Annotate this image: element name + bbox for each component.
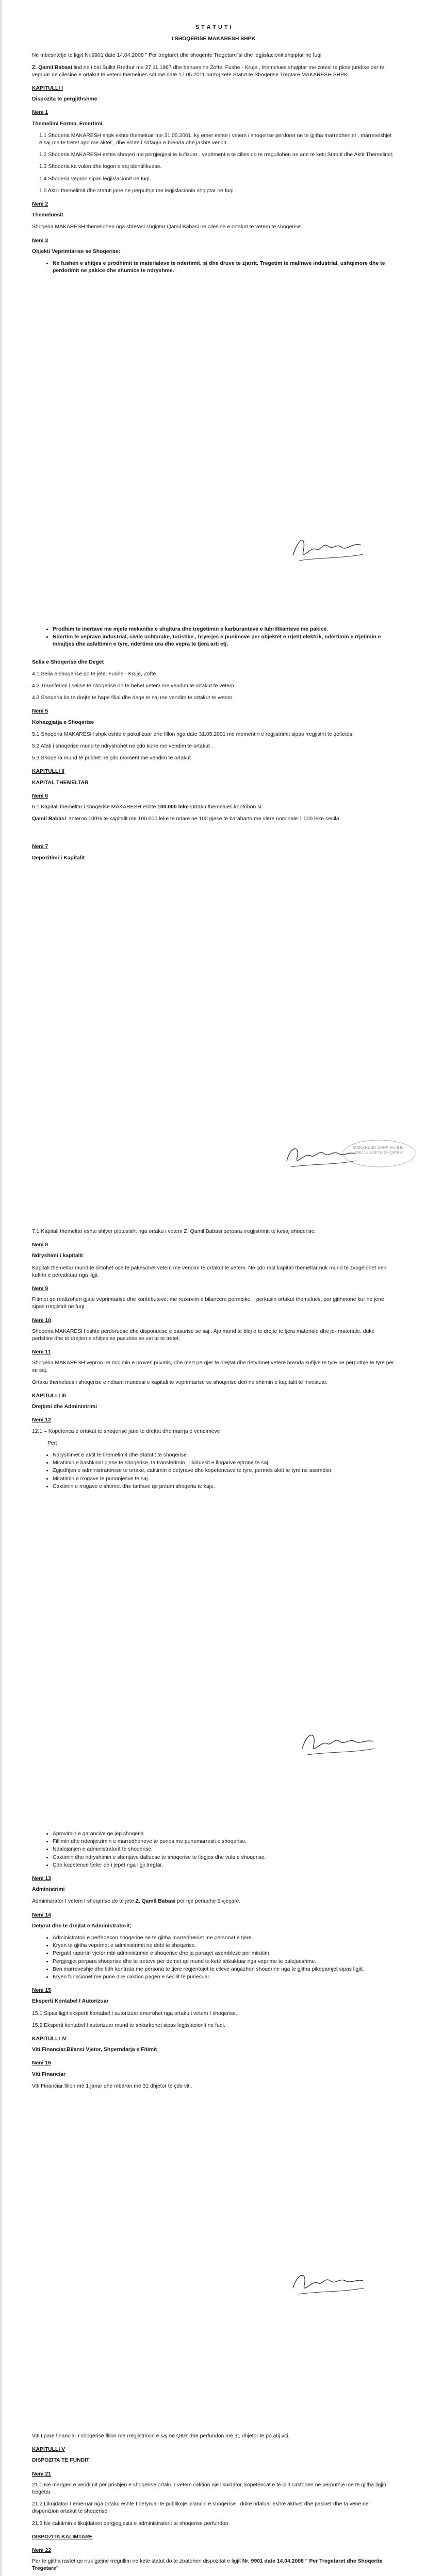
chapter-title: Viti Financiar,Bilanci Vjetor, Shperndarja e Fitimit (32, 2047, 157, 2053)
list-item: • Çdo kopetence tjeter qe i jepet nga ligji tregtar. (53, 1862, 395, 1869)
article-text: Shoqeria MAKARESH eshte perdoruese dhe disponuese e pasurise se saj . Ajo mund te blej e te drejte te tjera materiale dhe jo- materiale, duke perfshire dhe te drejten e shitjes se pasurise se vet te te tretet. (32, 1328, 375, 1342)
doc-title: S T A T U T I (195, 24, 232, 30)
clause-item: 21.3 Ne caktimin e likujdatorit pergjegjesia e administratorit te shoqerise perfundon. (32, 2520, 230, 2527)
list-item: • Ben marreveshje dhe lidh kontrata me persona te tjere regjentojet te cileve angazhon shoqerine nga te gjitha pikepamjet sipas ligjit. (53, 1966, 395, 1973)
law-text: Per te gjitha rastet qe nuk gjejne rregullim ne kete statut do te zbatohen dispozitat e ligjit (32, 2558, 242, 2565)
chapter-title: Drejtimi dhe Administrimi (32, 1404, 97, 1410)
article-heading: Neni 7 (32, 844, 48, 850)
clause-item: 5.1 Shoqeria MAKARESH shpk eshte e pakufizuar dhe fillon nga date 31.05.2001 me momentin e regjistrimit sipas rregjistrit te qeltetes. (32, 731, 354, 737)
page-2 (0, 602, 426, 1205)
article-heading: Neni 5 (32, 708, 48, 715)
article-heading: Neni 2 (32, 201, 48, 208)
article-items (32, 671, 395, 702)
clause-item: 1.1 Shoqeria MAKARESH shpk eshte themeluar me 31.05.2001, ky emer eshte i vetem i shoqerise perdoret ne te gjitha marredheniet , marreveshjet e saj me te tretet apo me aktet , dhe eshte i shfaqur e brenda dhe jashte vendit. (39, 132, 392, 146)
list-item: • Pergatit raportin vjetor mbi administrimin e shoqerise dhe ja paraqet asembleze per miratim. (53, 1950, 395, 1957)
capital-text: 6.1 Kapitali themeltar i shoqerise MAKARESH eshte (32, 804, 158, 810)
clause-item: 4.2 Transferimi i selise te shoqerise do te behet vetem me vendim te ortakut te vetem. (32, 683, 236, 689)
law-reference: Nr. 9901 date 14.04.2008 " Per Tregetaret dhe Shoqerite Tregetare" (32, 2558, 383, 2572)
chapter-heading: KAPITULLI V (32, 2447, 65, 2453)
chapter-title: KAPITAL THEMELTAR (32, 779, 89, 786)
clause-item: 15.2 Eksperti kontabel I autorizuar mund te shkarkohet sipas legjislacionit ne fuqi. (32, 2022, 225, 2028)
list-item: • Ndertim te veprave industrial, civile ushtarake, turistike , hryerjes e punimeve per objektet e rrjetit elektrik, ndertimin e rrjetimin e mbajtjes dhe asfaltimin e tyre, ndertime ura dhe vepra te tjera arti etj. (53, 634, 395, 648)
list-item: • Caktimin e rrogave e shtimet dhe tarifave qe pritum shoqeria te kaje. (53, 1483, 395, 1490)
chapter-heading: KAPITULLI IV (32, 2036, 67, 2042)
article-title: Objekti Veprimtarise se Shoqerise: (32, 248, 121, 255)
list-item: • Ndalojanjen e administratorit te shoqerise. (53, 1846, 395, 1853)
bullet-list (32, 626, 395, 649)
intro-paragraph-1: Ne mbeshtetje te ligjit Nr.9901 date 14.04.2008 " Per tregtaret dhe shoqerite Tregetare"si dhe legjislacionit shqiptar ne fuqi (32, 53, 322, 59)
article-heading: Neni 1 (32, 110, 48, 116)
article-text: Shoqeria MAKARESH themelohen nga shtetasi shqiptar Qamil Babasi ne cilesine e ortakut te vetem te shoqerise. (32, 224, 302, 230)
page-content (32, 24, 395, 279)
article-items (32, 132, 395, 195)
article-heading: Neni 10 (32, 1317, 51, 1324)
page-content (32, 1831, 395, 2095)
article-text: Ortaku themelues i shoqerise e ndiaen mundesi e kapitali te veprimtarise se shoqerise deri ne shtimin e kapitalit te investuar. (32, 1379, 327, 1385)
capital-amount: 100.000 leke (157, 804, 189, 810)
bullet-list (32, 1831, 395, 1869)
article-title: Eksperti Kontabel I Autorizuar (32, 1998, 109, 2005)
bullet-list (32, 1452, 395, 1490)
article-title: Administrimi (32, 1887, 65, 1893)
list-item: • Caktimin dhe ndryshimin e shenjave dalluese te shoqerise te llogjos dhe vula e shoqerise. (53, 1854, 395, 1861)
article-title: Themeluesit (32, 212, 63, 218)
handwritten-signature-icon (299, 1725, 376, 1761)
share-text: : zoteron 100% te kapitalit me 100.000 leke te ndare ne 100 pjese te barabarta me vlere nominale 1.000 leke secila (65, 816, 339, 822)
article-heading: Neni 12 (32, 1417, 51, 1423)
bullet-list (32, 1935, 395, 1981)
list-item: • Aprovimin e garancive qe jep shoqeria (53, 1831, 395, 1838)
list-item: • Ndryshimet e aktit te themelimit dhe Statutit te shoqerise (53, 1452, 395, 1459)
chapter-title: DISPOZITA TE FUNDIT (32, 2458, 90, 2464)
list-item: • Pergjegjet perpara shoqerise dhe te treteve per demet qe mund te keté shkaktuar nga veprime te palejueshme. (53, 1958, 395, 1965)
article-text (32, 2558, 395, 2572)
clause-item: 21.2 Likujdatori I emeruar nga ortaku eshte I detyruar te publikoje bilancin e shoqerise , duke ndaluar eshte aktivet dhe pasivet dhe ta vene ne disponizion ortakut te shoqerise. (32, 2501, 369, 2515)
article-heading: Neni 15 (32, 1988, 51, 1994)
clause-item: 5.2 Afati i shoqerise mund te ndryshohet ne çdo kohe me vendim te ortakut . (32, 743, 213, 750)
section-title: DISPOZITA KALIMTARE (32, 2534, 93, 2540)
intro-paragraph-2 (32, 64, 395, 79)
clause-item: 5.3 Shoqeria mund te prishet ne çdo moment me vendim te ortakut (32, 755, 191, 761)
article-title: Detyrat dhe te drejtat e Administratorit; (32, 1923, 132, 1929)
list-item: • Kryen te gjitha veprimet e administrimit ne dobi te shoqerise. (53, 1942, 395, 1950)
article-heading: Neni 16 (32, 2060, 51, 2066)
article-heading: Neni 9 (32, 1286, 48, 1292)
article-items (32, 2482, 395, 2528)
scan-edge (0, 1205, 3, 1807)
article-text (32, 1898, 395, 1905)
article-text: Viti Financiar fillon me 1 janar dhe mbaron me 31 dhjetor te çdo viti. (32, 2083, 192, 2089)
page-content (32, 2433, 395, 2576)
scan-edge (0, 0, 3, 602)
company-stamp (340, 1138, 418, 1169)
list-item: • Kryen funksionet me pune dhe caktion pagen e secilit te punesuar. (53, 1974, 395, 1981)
article-items (32, 2010, 395, 2029)
list-item: • Prodhim te inertave me mjete mekanike e shqitura dhe tregetimin e karburanteve e lubrifikanteve me pakice. (53, 626, 395, 633)
admin-text: per nje periudhe 5 vjeçare. (175, 1899, 241, 1905)
article-heading: Neni 22 (32, 2548, 51, 2554)
clause-item: 1.2 Shoqeria MAKARESH eshte shoqeri me pergjegjesi te kufizuar , vepriment e te cilies do te rregullohen ne ane te ketij Statuti dhe Aktit Themelimit; (39, 152, 394, 158)
article-text: Shoqeria MAKARESH vepron ne mojimin e proves privatis, dhe mert pergjer te drejtat dhe detyrimet vetere brenda kufijve te tyre ne perputhje te tyre per se saj. (32, 1360, 394, 1374)
scan-edge (0, 602, 3, 1205)
chapter-heading: KAPITULLI I (32, 86, 63, 92)
article-text: 7.1 Kapitali themeltar eshte shlyer plotesisht nga ortaku i vetem Z. Qamil Babasi perpara rregjistrimit te kesaj shoqerise. (32, 1229, 316, 1234)
article-heading: Neni 8 (32, 1242, 48, 1248)
article-text: 12.1 – Kopetenca e ortakut te shoqerise jane te drejtat dhe marrja e vendimeve (32, 1428, 220, 1434)
article-title: Kohezgjatja e Shoqerise (32, 719, 94, 725)
list-item: • Miratimin e bashkimit pjese te shoqerise, ta transferimin , likiduesit e llogarive ejtrone te saj. (53, 1460, 395, 1467)
clause-item: 15.1 Sipas ligjit eksperti kontabel I autorizuar emerohet nga ortaku i vetem I shoqerise. (32, 2010, 237, 2016)
founder-name: Z. Qamil Babasi (32, 64, 72, 71)
article-items (32, 731, 395, 762)
scan-edge (0, 1807, 3, 2409)
list-intro: Per: (47, 1440, 58, 1446)
list-item: • Fillimin dhe ndenjerzimin e marredheneve te punes me punemarresit e shoqerise. (53, 1838, 395, 1845)
article-heading: Neni 11 (32, 1349, 51, 1355)
share-paragraph (32, 816, 395, 823)
page-4 (0, 1807, 426, 2409)
page-content (32, 1228, 395, 1495)
admin-text: Administrator I vetem I shoqerise do te jete (32, 1899, 136, 1905)
handwritten-signature-icon (289, 2265, 366, 2301)
doc-subtitle: I SHOQERISE MAKARESH SHPK (171, 36, 256, 42)
chapter-heading: KAPITULLI III (32, 1393, 66, 1399)
article-text: Viti I pare financiar I shoqerise fillon me rregjistrimin e saj ne QKR dhe perfundon me 31 dhjetor te po atij viti. (32, 2433, 290, 2439)
article-title: Themelimi Forma, Emertimi (32, 121, 103, 127)
article-heading: Neni 14 (32, 1912, 51, 1918)
founder-name: Qamil Babasi (32, 816, 66, 822)
article-heading: Neni 6 (32, 793, 48, 799)
article-heading: Neni 13 (32, 1876, 51, 1882)
list-item: • Miratimin e rrogave te punonjesve te saj. (53, 1476, 395, 1483)
handwritten-signature-icon (289, 531, 366, 567)
article-title: Depozitimi i Kapitalit (32, 855, 85, 861)
scan-edge (0, 2409, 3, 2576)
admin-name: Z. Qamil Babasi (135, 1899, 176, 1905)
list-item: • Administratori e perfaqeson shoqerine ne te gjitha marredheniet me personat e tjere. (53, 1935, 395, 1942)
clause-item: 21.1 Ne margjen e vendimit per prishjen e shoqerise ortaku I vetem caktion nje likuidator, kopetencat e te cilit caktohen ne perputhje me te gjitha ligjin tregetar. (32, 2482, 386, 2496)
chapter-title: Dispozita te pergjithshme (32, 96, 97, 103)
chapter-heading: KAPITULLI II (32, 769, 64, 775)
capital-paragraph (32, 804, 395, 811)
clause-item: 1.5 Akti i themelimit dhe statuti jane ne perputhje me legjislacionin shqiptar ne fuqi . (39, 188, 237, 194)
clause-item: 4.1 Selia e shoqerise do te jete: Fushe - Kruje, Zofte (32, 671, 156, 677)
page-1 (0, 0, 426, 602)
bullet-list (32, 260, 395, 275)
stamp-text: MAKARESH SHPK FUSHE-KRUJE ZOFTE SHQIPERI (353, 1145, 405, 1155)
article-title: Viti Financiar (32, 2071, 66, 2077)
capital-text: Ortaku themelues kontribon si: (188, 804, 263, 810)
list-item: • Ne fushen e shitjes e prodhimit te materialeve te ndertimit, si dhe druve te zjarrit. Tregetim te mallrave industrial, ushqimore dhe te perdorimit ne pakice dhe shumice te ndryshme. (53, 260, 395, 275)
page-content (32, 626, 395, 867)
page-5 (0, 2409, 426, 2576)
page-3 (0, 1205, 426, 1807)
clause-item: 1.4 Shoqeria vepron sipas legjislacionit ne fuqi. (39, 176, 151, 182)
article-heading: Neni 21 (32, 2471, 51, 2477)
list-item: • Zgjedhjen e administratorese te ortake, caktimin e detyrave dhe kopetencave te tyre, permes aktit te tyre ne asembler. (53, 1467, 395, 1475)
article-text: Fitimet qe realizohen gjate veprimtarise dhe kontributeve: me rezervim e bilancere permbike, I perkasin ortakut themelues, por gjithmonë kur ne jene sipas rregjistrit ne fuqi. (32, 1297, 384, 1310)
article-text: Kapitali themeltar mund te shtohet ose te pakesohet vetem me vendim te ortakut te vetem. Ne çdo rast kapitali themeltar nuk mund te zvogelohet nen kufirin e percaktuar nga ligji. (32, 1265, 387, 1278)
section-title: Selia e Shoqerise dhe Deget (32, 659, 104, 665)
article-title: Ndryshimi i kapitalit (32, 1253, 83, 1259)
intro-text: lind ne i biri Sulltit Rrethur me 27.11.1967 dhe banues ne Zofte, Fushe - Kruje , themelues shqiptar me zotesi te plote juridike per te vepruar ne cilesine e ortakut te vetem themelues sot me date 17.05.2011 hartoj kete Statut te Shoqerise Tregtare MAKARESH SHPK. (32, 64, 385, 78)
clause-item: 4.3 Shoqeria ka te drejte te hape filial dhe dege te saj me vendim te ortakut te vetem. (32, 695, 234, 701)
article-heading: Neni 3 (32, 238, 48, 244)
clause-item: 1.3 Shoqeria ka vulen dhe logon e saj identifikuese. (39, 164, 162, 170)
